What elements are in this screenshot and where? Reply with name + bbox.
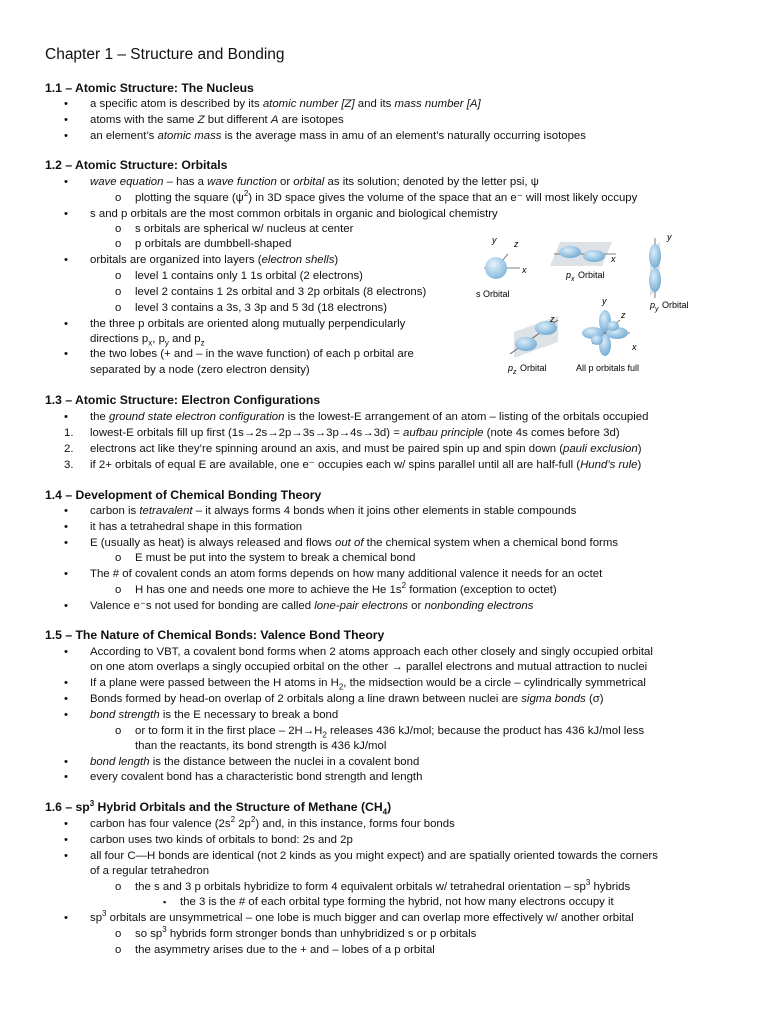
sub-bullet: o [115, 270, 122, 282]
section-heading-1-5: 1.5 – The Nature of Chemical Bonds: Valence Bond Theory [45, 628, 385, 642]
sub-bullet: o [115, 286, 122, 298]
axis-label-y: y [667, 232, 672, 242]
bullet: • [64, 505, 68, 517]
bullet: • [64, 348, 68, 360]
list-number: 1. [64, 427, 74, 439]
text-line: According to VBT, a covalent bond forms when 2 atoms approach each other closely and singly occupied orbital [90, 646, 653, 658]
text-line: an element’s atomic mass is the average mass in amu of an element’s naturally occurring isotopes [90, 130, 586, 142]
bullet: • [64, 521, 68, 533]
text-line: level 2 contains 1 2s orbital and 3 2p orbitals (8 electrons) [135, 286, 427, 298]
orbital-figure [474, 232, 734, 378]
list-number: 3. [64, 459, 74, 471]
text-line: level 3 contains a 3s, 3 3p and 5 3d (18 electrons) [135, 302, 388, 314]
sub-bullet: o [115, 725, 122, 737]
text-line: on one atom overlaps a singly occupied orbital on the other → parallel electrons and mutual attraction to nuclei [90, 661, 648, 673]
bullet: • [64, 130, 68, 142]
bullet: • [64, 646, 68, 658]
sub-bullet: o [115, 302, 122, 314]
axis-label-z: z [621, 310, 626, 320]
text-line: plotting the square $(\psi^2)$ in 3D space gives the volume of the space that an e⁻ will most likely occupy [135, 189, 638, 204]
orbital-p: p [650, 300, 656, 310]
sub-bullet: o [115, 238, 122, 250]
text-line: atoms with the same Z but different A are isotopes [90, 114, 344, 126]
text-line: lowest-E orbitals fill up first (1s→2s→2p→3s→3p→4s→3d) = aufbau principle (note 4s comes before 3d) [90, 427, 620, 439]
text-line: $sp^3$ orbitals are unsymmetrical – one lobe is much bigger and can overlap more effectively w/ another orbital [90, 909, 634, 924]
text-line: wave equation – has a wave function or orbital as its solution; denoted by the letter psi, ψ [90, 176, 539, 188]
text-line: or to form it in the first place – $2H\to H_2$ releases 436 kJ/mol; because the product has 436 kJ/mol less [135, 725, 645, 740]
bullet: • [64, 114, 68, 126]
text-line: p orbitals are dumbbell-shaped [135, 238, 292, 250]
text-line: electrons act like they’re spinning around an axis, and must be paired spin up and spin down (pauli exclusion) [90, 443, 642, 455]
axis-label-x: x [632, 342, 637, 352]
chapter-title: Chapter 1 – Structure and Bonding [45, 46, 285, 63]
bullet: • [64, 254, 68, 266]
sub-bullet: o [115, 552, 122, 564]
text-line: the ground state electron configuration is the lowest-E arrangement of an atom – listing of the orbitals occupied [90, 411, 649, 423]
text-line: the s and 3 p orbitals hybridize to form 4 equivalent orbitals w/ tetrahedral orientation – $sp^3$ hybrids [135, 878, 631, 893]
text-line: carbon uses two kinds of orbitals to bond: 2s and 2p [90, 834, 353, 846]
axis-label-z: z [514, 239, 519, 249]
axis-label-x: x [611, 254, 616, 264]
section-heading-1-3: 1.3 – Atomic Structure: Electron Configurations [45, 393, 321, 407]
all-p-orbitals-diagram [576, 296, 639, 373]
text-line: carbon has four valence ($2s^2$ $2p^2$) and, in this instance, forms four bonds [90, 815, 455, 830]
sub-bullet: o [115, 928, 122, 940]
text-line: separated by a node (zero electron density) [90, 364, 310, 376]
px-orbital-label: Orbital [578, 270, 605, 280]
text-line: E (usually as heat) is always released and flows out of the chemical system when a chemical bond forms [90, 537, 619, 549]
bullet: • [64, 709, 68, 721]
axis-label-x: x [522, 265, 527, 275]
bullet: • [64, 600, 68, 612]
bullet: • [64, 912, 68, 924]
pz-orbital-diagram [507, 314, 558, 376]
s-orbital-label: s Orbital [476, 289, 510, 299]
orbital-p: p [566, 270, 572, 280]
text-line: a specific atom is described by its atomic number [Z] and its mass number [A] [90, 98, 481, 110]
sub-bullet: o [115, 944, 122, 956]
bullet: • [64, 834, 68, 846]
text-line: orbitals are organized into layers (electron shells) [90, 254, 339, 266]
py-orbital-label: Orbital [662, 300, 689, 310]
text-line: all four C—H bonds are identical (not 2 kinds as you might expect) and are spatially oriented towards the corners [90, 850, 658, 862]
text-line: If a plane were passed between the H atoms in $H_2$, the midsection would be a circle – cylindrically symmetrical [90, 677, 646, 692]
sub-bullet: o [115, 881, 122, 893]
bullet: • [64, 568, 68, 580]
bullet: • [64, 208, 68, 220]
subscript-y: y [655, 306, 659, 313]
text-line: if 2+ orbitals of equal E are available, one e⁻ occupies each w/ spins parallel until all are half-full (Hund’s rule) [90, 459, 642, 471]
bullet: • [64, 537, 68, 549]
text-line: than the reactants, its bond strength is 436 kJ/mol [135, 740, 387, 752]
text-line: directions $p_x$, $p_y$ and $p_z$ [90, 333, 205, 348]
text-line: bond strength is the E necessary to break a bond [90, 709, 339, 721]
bullet: • [64, 411, 68, 423]
sub-bullet: o [115, 584, 122, 596]
axis-label-z: z [550, 314, 555, 324]
text-line: so $sp^3$ hybrids form stronger bonds than unhybridized s or p orbitals [135, 925, 477, 940]
bullet: • [64, 756, 68, 768]
px-orbital-diagram [550, 242, 616, 283]
text-line: the 3 is the # of each orbital type forming the hybrid, not how many electrons occupy it [180, 896, 614, 908]
bullet: • [64, 818, 68, 830]
bullet: • [64, 318, 68, 330]
section-heading-1-4: 1.4 – Development of Chemical Bonding Theory [45, 488, 322, 502]
axis-label-y: y [492, 235, 497, 245]
text-line: s and p orbitals are the most common orbitals in organic and biological chemistry [90, 208, 498, 220]
text-line: The # of covalent conds an atom forms depends on how many additional valence it needs for an octet [90, 568, 603, 580]
bullet: • [64, 677, 68, 689]
section-heading-1-6: $1.6 - sp^3$ Hybrid Orbitals and the Structure of Methane $(CH_4)$ [45, 798, 392, 817]
text-line: of a regular tetrahedron [90, 865, 210, 877]
section-heading-1-1: 1.1 – Atomic Structure: The Nucleus [45, 81, 254, 95]
text-line: bond length is the distance between the nuclei in a covalent bond [90, 756, 420, 768]
s-orbital-diagram [476, 235, 527, 299]
orbital-p: p [508, 363, 514, 373]
sub-bullet: o [115, 192, 122, 204]
text-line: the two lobes (+ and – in the wave function) of each p orbital are [90, 348, 414, 360]
subscript-x: x [571, 276, 575, 283]
sub-bullet: o [115, 223, 122, 235]
list-number: 2. [64, 443, 74, 455]
text-line: Bonds formed by head-on overlap of 2 orbitals along a line drawn between nuclei are sigma bonds (σ) [90, 693, 604, 705]
subscript-z: z [513, 369, 517, 376]
bullet: • [64, 771, 68, 783]
text-line: every covalent bond has a characteristic bond strength and length [90, 771, 423, 783]
bullet: • [64, 176, 68, 188]
text-line: s orbitals are spherical w/ nucleus at center [135, 223, 354, 235]
text-line: the three p orbitals are oriented along mutually perpendicularly [90, 318, 406, 330]
text-line: E must be put into the system to break a chemical bond [135, 552, 416, 564]
text-line: H has one and needs one more to achieve the He $1s^2$ formation (exception to octet) [135, 581, 557, 596]
axis-label-y: y [602, 296, 607, 306]
sub-sub-bullet: ▪ [163, 897, 167, 907]
all-p-orbitals-label: All p orbitals full [576, 363, 640, 373]
bullet: • [64, 850, 68, 862]
text-line: Valence e⁻s not used for bonding are called lone-pair electrons or nonbonding electrons [90, 600, 534, 612]
bullet: • [64, 98, 68, 110]
text-line: level 1 contains only 1 1s orbital (2 electrons) [135, 270, 363, 282]
py-orbital-diagram [649, 232, 689, 313]
section-heading-1-2: 1.2 – Atomic Structure: Orbitals [45, 158, 228, 172]
pz-orbital-label: Orbital [520, 363, 547, 373]
text-line: carbon is tetravalent – it always forms 4 bonds when it joins other elements in stable compounds [90, 505, 577, 517]
bullet: • [64, 693, 68, 705]
text-line: it has a tetrahedral shape in this formation [90, 521, 303, 533]
text-line: the asymmetry arises due to the + and – lobes of a p orbital [135, 944, 435, 956]
